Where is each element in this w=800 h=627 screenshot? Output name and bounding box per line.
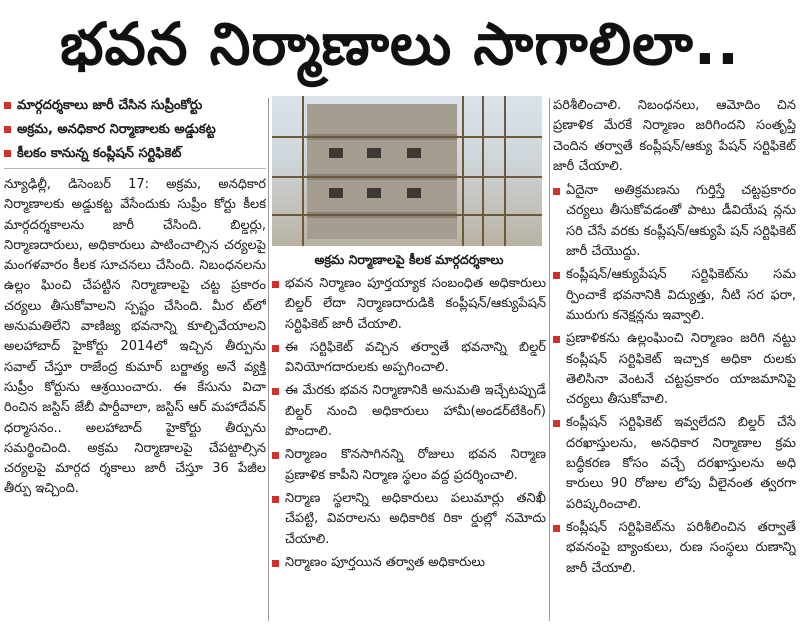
bullet-square-icon [553,188,560,195]
article-body: న్యూఢిల్లీ, డిసెంబర్ 17: అక్రమ, అనధికార నిర్మాణాలకు అడ్డుకట్ట వేసేందుకు సుప్రీం కోర్టు కీలక మార్గదర్శకాలను జారీ చేసింది. బిల్డర్లు, నిర్మాణదారులు, అధికారులు పాటించాల్సిన చర్యలపై మంగళవారం కీలక సూచనలు చేసింది. నిబంధనలను ఉల్లం ఘించి చేపట్టిన నిర్మాణాలపై చట్ట ప్రకారం చర్యలు తీసుకోవాలని స్పష్టం చేసింది. మీర ట్‌లో అనుమతిలేని వాణిజ్య భవనాన్ని కూల్చివేయాలని అలహాబాద్ హైకోర్టు 2014లో ఇచ్చిన తీర్పును సవాల్ చేస్తూ రాజేంద్ర కుమార్ బర్జాత్య అనే వ్యక్తి సుప్రీం కోర్టును ఆశ్రయించారు. ఈ కేసును విచా రించిన జస్టిస్ జేబీ పార్దీవాలా, జస్టిస్ ఆర్ మహాదేవన్ ధర్మాసనం.. అలహాబాద్ హైకోర్టు తీర్పును సమర్థించింది. అక్రమ నిర్మాణాలపై చేపట్టాల్సిన చర్యలపై మార్గద ర్శకాలు జారీ చేస్తూ 36 పేజీల తీర్పు ఇచ్చింది. [4,177,266,497]
column-3 [553,96,796,625]
guideline-item: నిర్మాణం పూర్తయిన తర్వాత అధికారులు [272,553,546,573]
guideline-item: ఈ సర్టిఫికెట్ వచ్చిన తర్వాతే భవనాన్ని బిల్డర్ వినియోగదారులకు అప్పగించాలి. [272,338,546,379]
bullet-square-icon [272,345,279,352]
bullet-square-icon [272,281,279,288]
bullet-square-icon [272,452,279,459]
guideline-item: ప్రణాళికను ఉల్లంఘించి నిర్మాణం జరిగి నట్టు కంప్లీషన్ సర్టిఫికెట్ ఇచ్చాక అధికా రులకు తెలిసినా వెంటనే చట్టప్రకారం యాజమానిపై చర్యలు తీసుకోవాలి. [553,329,796,410]
guideline-item: కంప్లీషన్ సర్టిఫికెట్‌ను పరిశీలించిన తర్వాతే భవనంపై బ్యాంకులు, రుణ సంస్థలు రుణాన్ని జారీ చేయాలి. [553,518,796,579]
bullet-square-icon [272,496,279,503]
bullet-square-icon [272,388,279,395]
bullet-square-icon [4,126,11,133]
highlight-separator [4,168,266,169]
bullet-square-icon [553,336,560,343]
highlight-item: కీలకం కానున్న కంప్లీషన్ సర్టిఫికెట్ [4,144,266,163]
building-image [307,104,457,239]
guideline-item: కంప్లీషన్/ఆక్యుపేషన్ సర్టిఫికెట్‌ను సమ ర్పించాకే భవనానికి విద్యుత్తు, నీటి సర ఫరా, మురుగు కనెక్షన్లను ఇవ్వాలి. [553,265,796,326]
construction-building-photo [272,96,542,246]
column-divider [268,98,269,621]
bullet-square-icon [553,272,560,279]
guideline-item: ఏదైనా అతిక్రమణను గుర్తిస్తే చట్టప్రకారం చర్యలు తీసుకోవడంతో పాటు డీవియేష న్లను సరి చేసే వరకు కంప్లీషన్/ఆక్యుపే షన్ సర్టిఫికెట్ జారీ చేయొద్దు. [553,181,796,262]
guideline-item: కంప్లీషన్ సర్టిఫికెట్ ఇవ్వలేదని బిల్డర్ చేసే దరఖాస్తులను, అనధికార నిర్మాణాల క్రమ బద్ధీకరణ కోసం వచ్చే దరఖాస్తులను అధి కారులు 90 రోజుల లోపు వీలైనంత త్వరగా పరిష్కరించాలి. [553,413,796,514]
bullet-square-icon [272,560,279,567]
bullet-square-icon [553,420,560,427]
guideline-item: ఈ మేరకు భవన నిర్మాణానికి అనుమతి ఇచ్చేటప్పుడే బిల్డర్ నుంచి అధికారులు హామీ(అండర్‌టేకింగ్) పొందాలి. [272,381,546,442]
bullet-square-icon [553,525,560,532]
highlight-item: మార్గదర్శకాలు జారీ చేసిన సుప్రీంకోర్టు [4,96,266,115]
guideline-continuation: పరిశీలించాలి. నిబంధనలు, ఆమోదిం చిన ప్రణాళిక మేరకే నిర్మాణం జరిగిందని సంతృప్తి చెందిన తర్వాతే కంప్లీషన్/ఆక్యు పేషన్ సర్టిఫికెట్ జారీ చేయాలి. [553,98,796,174]
column-1 [4,96,266,625]
column-2 [272,96,546,625]
guideline-item: నిర్మాణ స్థలాన్ని అధికారులు పలుమార్లు తనిఖీ చేపట్టి, వివరాలను అధికారిక రికా ర్డుల్లో నమోదు చేయాలి. [272,489,546,550]
headline: భవన నిర్మాణాలు సాగాలిలా.. [60,10,740,78]
bullet-square-icon [4,102,11,109]
column-divider [549,98,550,621]
bullet-square-icon [4,150,11,157]
photo-caption: అక్రమ నిర్మాణాలపై కీలక మార్గదర్శకాలు [314,252,504,267]
guideline-item: భవన నిర్మాణం పూర్తయ్యాక సంబంధిత అధికారులు బిల్డర్ లేదా నిర్మాణదారుడికి కంప్లీషన్/ఆక్యుపేషన్ సర్టిఫికెట్ జారీ చేయాలి. [272,274,546,335]
highlight-item: అక్రమ, అనధికార నిర్మాణాలకు అడ్డుకట్ట [4,120,266,139]
guideline-item: నిర్మాణం కొనసాగినన్ని రోజులు భవన నిర్మాణ ప్రణాళిక కాపీని నిర్మాణ స్థలం వద్ద ప్రదర్శించాలి. [272,445,546,486]
